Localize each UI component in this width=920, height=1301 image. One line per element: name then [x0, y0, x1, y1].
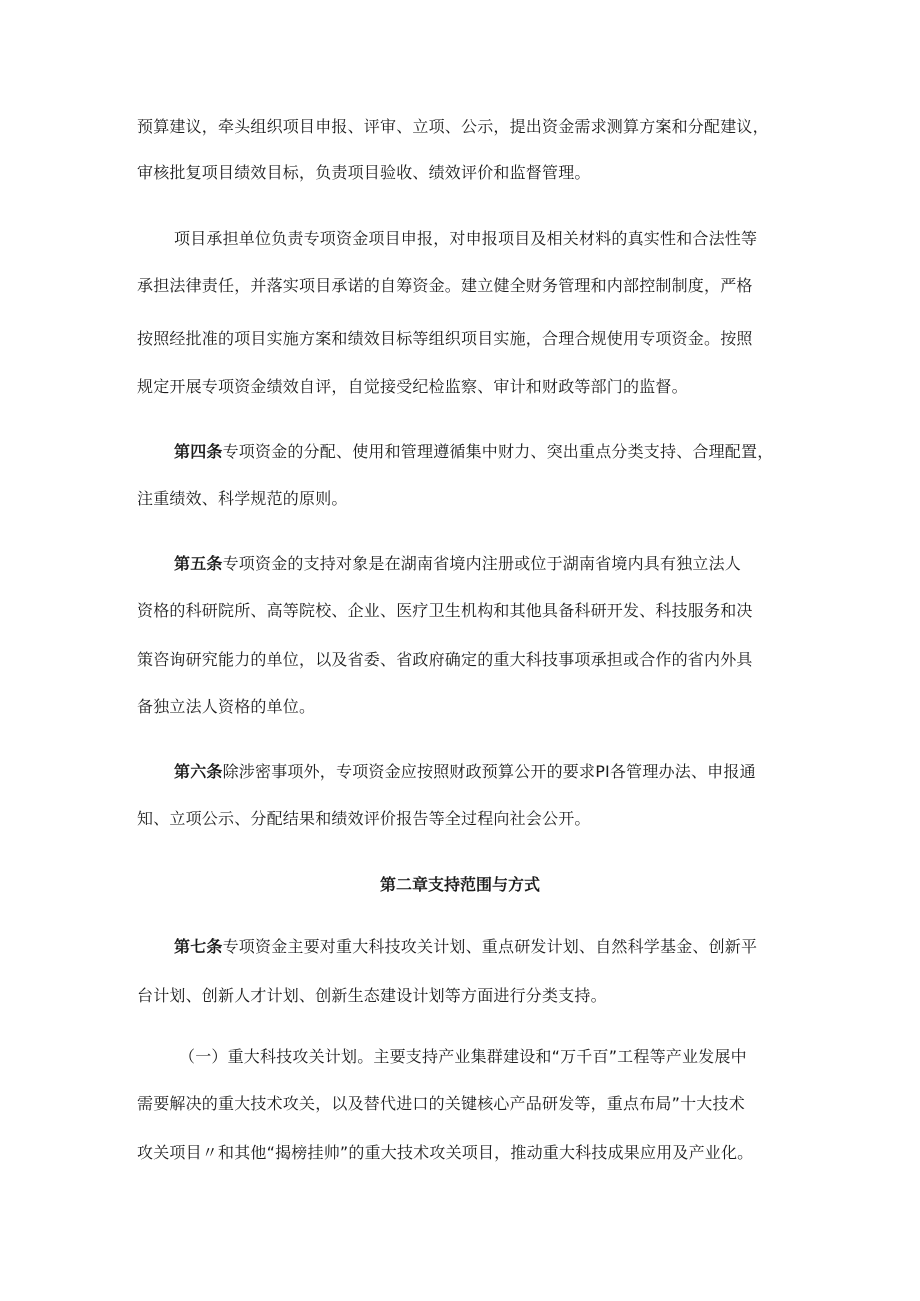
- article-label: 第六条: [174, 762, 223, 781]
- paragraph-line: 按照经批准的项目实施方案和绩效目标等组织项目实施，合理合规使用专项资金。按照: [137, 329, 753, 348]
- paragraph-line: 知、立项公示、分配结果和绩效评价报告等全过程向社会公开。: [137, 809, 591, 828]
- article-6-line: [174, 762, 756, 782]
- paragraph-line: 承担法律责任，并落实项目承诺的自筹资金。建立健全财务管理和内部控制制度，严格: [137, 276, 753, 295]
- chapter-heading: 第二章支持范围与方式: [379, 875, 540, 894]
- paragraph-line: 项目承担单位负责专项资金项目申报，对申报项目及相关材料的真实性和合法性等: [174, 229, 758, 248]
- article-4-line: [174, 442, 773, 462]
- article-text: 专项资金的分配、使用和管理遵循集中财力、突出重点分类支持、合理配置，: [222, 442, 774, 461]
- paragraph-line: 备独立法人资格的单位。: [137, 697, 316, 716]
- paragraph-line: 规定开展专项资金绩效自评，自觉接受纪检监察、审计和财政等部门的监督。: [137, 377, 688, 396]
- paragraph-line: 资格的科研院所、高等院校、企业、医疗卫生机构和其他具备科研开发、科技服务和决: [137, 601, 753, 620]
- article-label: 第四条: [174, 442, 223, 461]
- paragraph-line: （一）重大科技攻关计划。主要支持产业集群建设和“万千百”工程等产业发展中: [179, 1047, 747, 1066]
- paragraph-line: 台计划、创新人才计划、创新生态建设计划等方面进行分类支持。: [137, 986, 607, 1005]
- paragraph-line: 注重绩效、科学规范的原则。: [137, 489, 348, 508]
- article-text: 专项资金的支持对象是在湖南省境内注册或位于湖南省境内具有独立法人: [222, 554, 742, 573]
- article-5-line: [174, 554, 741, 574]
- article-7-line: [174, 937, 757, 957]
- article-label: 第七条: [174, 937, 223, 956]
- article-label: 第五条: [174, 554, 223, 573]
- paragraph-line: 策咨询研究能力的单位，以及省委、省政府确定的重大科技事项承担或合作的省内外具: [137, 650, 753, 669]
- paragraph-line: 需要解决的重大技术攻关，以及替代进口的关键核心产品研发等，重点布局”十大技术: [137, 1094, 745, 1113]
- paragraph-line: 攻关项目〃和其他“揭榜挂帅”的重大技术攻关项目，推动重大科技成果应用及产业化。: [137, 1143, 754, 1162]
- article-text: 专项资金主要对重大科技攻关计划、重点研发计划、自然科学基金、创新平: [222, 937, 758, 956]
- paragraph-line: 审核批复项目绩效目标，负责项目验收、绩效评价和监督管理。: [137, 163, 591, 182]
- paragraph-line: 预算建议，牵头组织项目申报、评审、立项、公示，提出资金需求测算方案和分配建议，: [137, 117, 769, 136]
- article-text: 除涉密事项外，专项资金应按照财政预算公开的要求PI各管理办法、申报通: [222, 762, 756, 781]
